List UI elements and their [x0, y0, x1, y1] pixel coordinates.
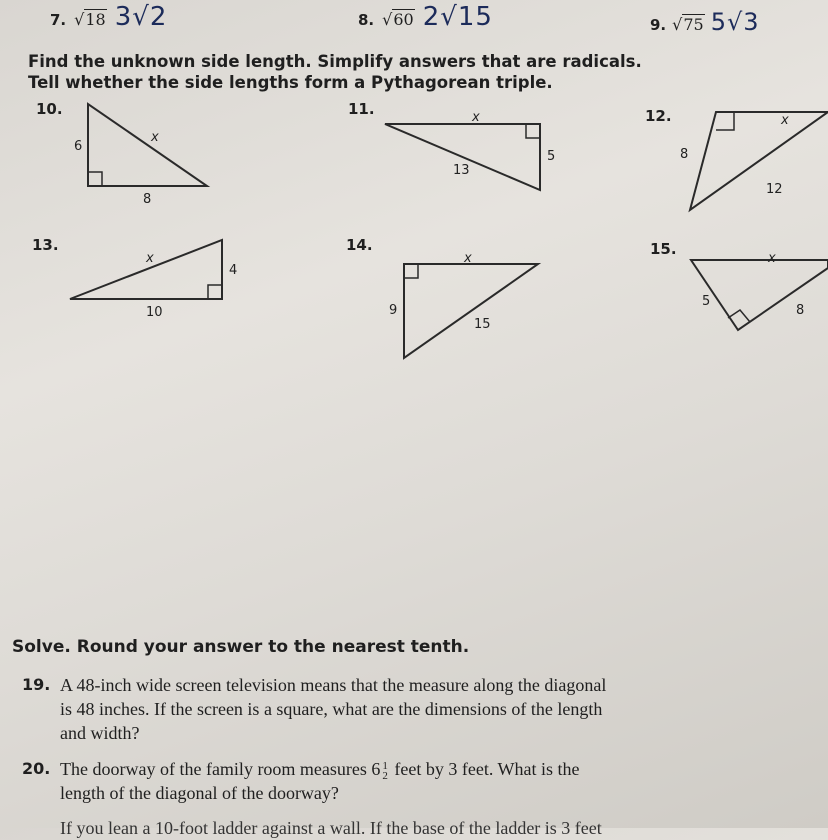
- triangle-15: [691, 260, 828, 330]
- handwritten-answer: 5√3: [710, 8, 760, 36]
- triangle-12: [690, 112, 828, 210]
- text-line: is 48 inches. If the screen is a square, what are the dimensions of the length: [60, 699, 603, 719]
- text-line: The doorway of the family room measures 6 1 2 feet by 3 feet. What is the: [60, 759, 580, 782]
- problem-text: [60, 673, 822, 745]
- text-line: length of the diagonal of the doorway?: [60, 783, 339, 803]
- right-angle-mark: [88, 172, 102, 186]
- side-label: x: [472, 110, 480, 125]
- side-label: 13: [453, 163, 470, 178]
- right-angle-mark: [526, 124, 540, 138]
- problem-text: [60, 757, 822, 805]
- right-angle-mark: [208, 285, 222, 299]
- handwritten-answer: 2√15: [422, 2, 493, 32]
- side-label: 6: [74, 139, 83, 154]
- triangle-number-13: 13.: [32, 236, 59, 254]
- right-angle-mark: [404, 264, 418, 278]
- triangle-11: [385, 124, 540, 190]
- handwritten-answer: 3√2: [114, 2, 168, 32]
- triangle-14: [404, 264, 538, 358]
- radical-expression: √60: [382, 10, 414, 29]
- problem-number: 20.: [22, 759, 51, 778]
- side-label: 12: [766, 182, 783, 197]
- triangle-number-15: 15.: [650, 240, 677, 258]
- fraction: 1 2: [382, 759, 388, 782]
- side-label: x: [151, 130, 159, 145]
- triangle-10: [88, 104, 207, 186]
- side-label: 8: [680, 147, 689, 162]
- side-label: x: [781, 113, 789, 128]
- instruction-line-1: Find the unknown side length. Simplify answers that are radicals.: [28, 52, 642, 71]
- problem-number: 8.: [358, 11, 375, 29]
- side-label: 5: [702, 294, 711, 309]
- cut-off-problem: If you lean a 10-foot ladder against a wall. If the base of the ladder is 3 feet: [60, 818, 602, 838]
- radical-expression: √75: [672, 15, 704, 34]
- radical-expression: √18: [74, 10, 106, 29]
- triangle-13: [70, 240, 222, 299]
- problem-number: 19.: [22, 675, 51, 694]
- problem-number: 9.: [650, 16, 667, 34]
- triangle-number-12: 12.: [645, 107, 672, 125]
- side-label: 4: [229, 263, 238, 278]
- triangle-number-10: 10.: [36, 100, 63, 118]
- text-line: A 48-inch wide screen television means that the measure along the diagonal: [60, 675, 607, 695]
- right-angle-mark: [716, 112, 734, 130]
- instruction-line-2: Tell whether the side lengths form a Pythagorean triple.: [28, 73, 553, 92]
- side-label: x: [146, 251, 154, 266]
- problem-number: 7.: [50, 11, 67, 29]
- side-label: 9: [389, 303, 398, 318]
- side-label: 5: [547, 149, 556, 164]
- problem-19: [22, 673, 822, 745]
- problem-20: [22, 757, 822, 805]
- text-line: and width?: [60, 723, 140, 743]
- triangle-number-14: 14.: [346, 236, 373, 254]
- solve-heading: Solve. Round your answer to the nearest tenth.: [12, 637, 470, 657]
- side-label: 15: [474, 317, 491, 332]
- side-label: x: [464, 251, 472, 266]
- triangle-number-11: 11.: [348, 100, 375, 118]
- side-label: 10: [146, 305, 163, 320]
- side-label: x: [768, 251, 776, 266]
- side-label: 8: [796, 303, 805, 318]
- side-label: 8: [143, 192, 152, 207]
